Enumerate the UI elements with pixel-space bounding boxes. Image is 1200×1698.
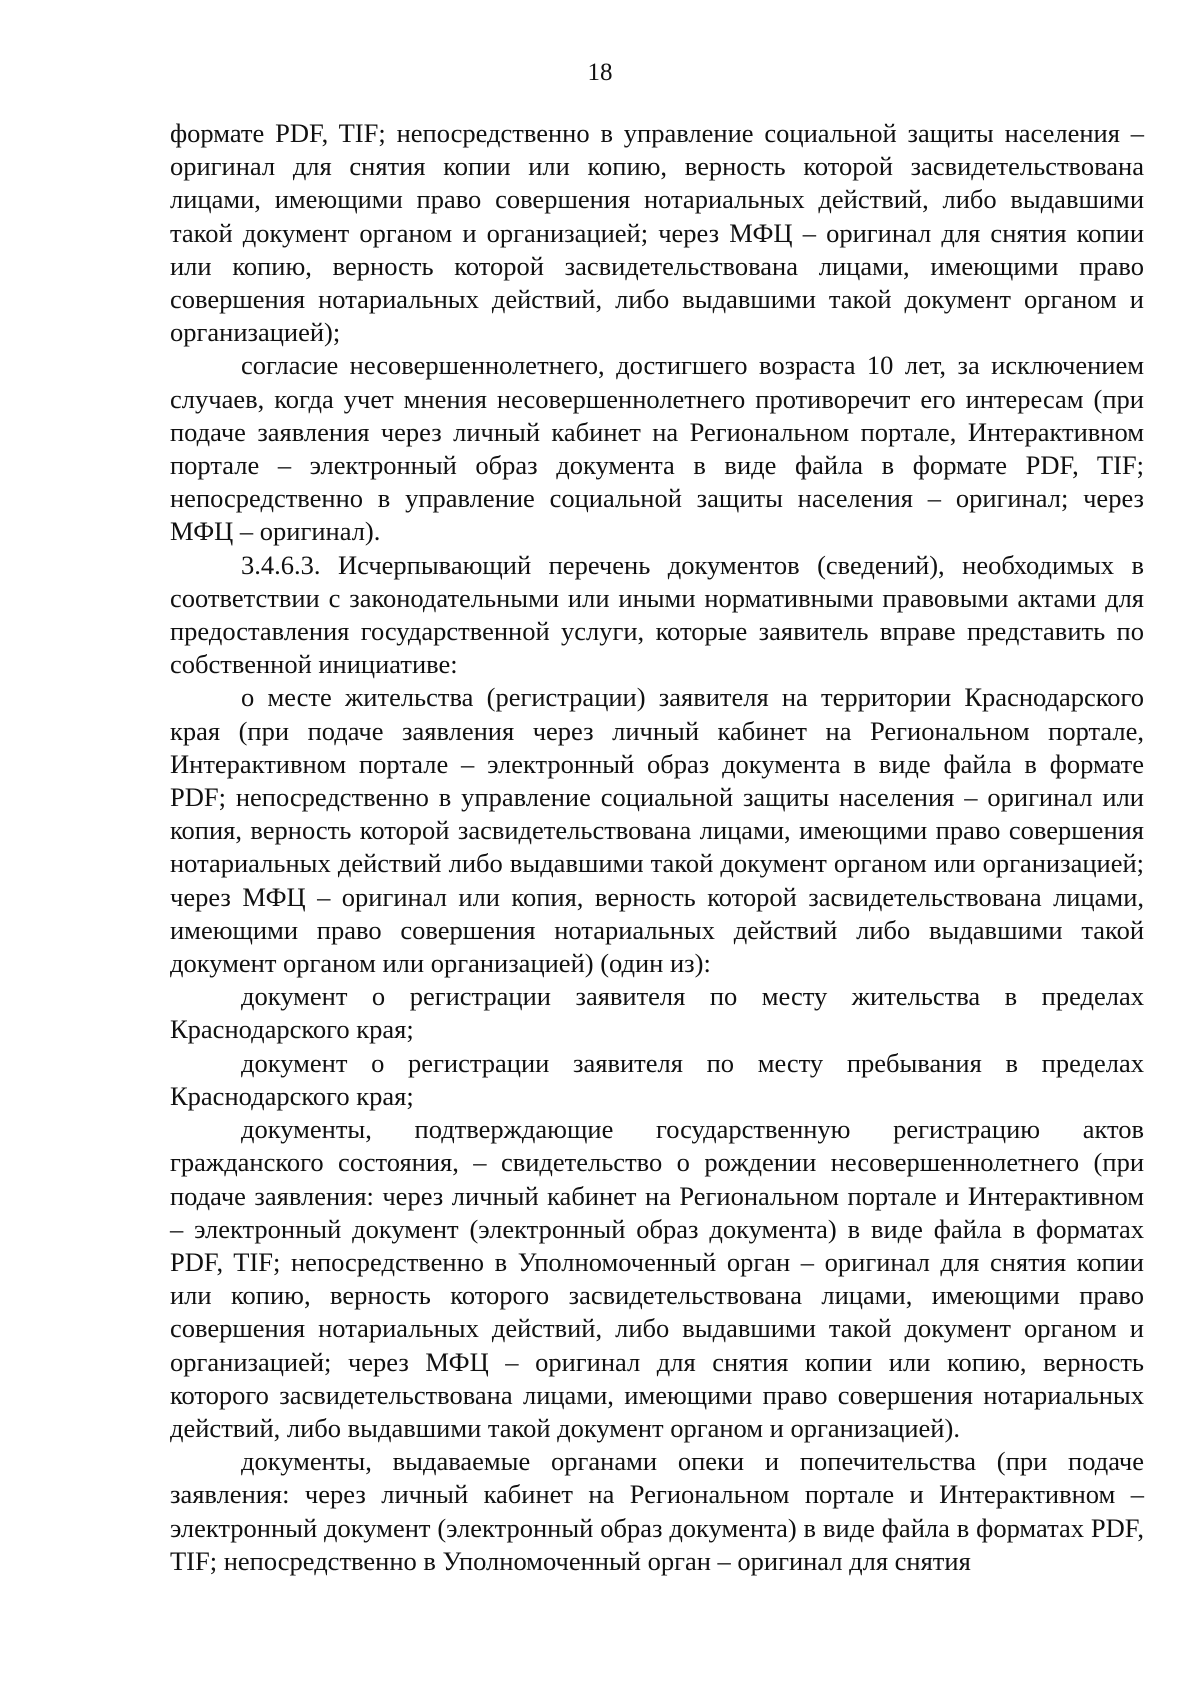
paragraph: документы, подтверждающие государственную регистрацию актов гражданского состояния, – свидетельство о рождении несовершеннолетнего (при подаче заявления: через личный кабинет на Региональном портале и Интерактивном – электронный документ (электронный образ документа) в виде файла в форматах PDF, TIF; непосредственно в Уполномоченный орган – оригинал для снятия копии или копию, верность которого засвидетельствована лицами, имеющими право совершения нотариальных действий, либо выдавшими такой документ органом и организацией; через МФЦ – оригинал для снятия копии или копию, верность которого засвидетельствована лицами, имеющими право совершения нотариальных действий, либо выдавшими такой документ органом и организацией). [170, 1114, 1144, 1443]
page-number: 18 [587, 59, 613, 86]
paragraph: формате PDF, TIF; непосредственно в управление социальной защиты населения – оригинал для снятия копии или копию, верность которой засвидетельствована лицами, имеющими право совершения нотариальных действий, либо выдавшими такой документ органом и организацией; через МФЦ – оригинал для снятия копии или копию, верность которой засвидетельствована лицами, имеющими право совершения нотариальных действий, либо выдавшими такой документ органом и организацией); [170, 118, 1144, 348]
document-body [170, 117, 1144, 1578]
paragraph: согласие несовершеннолетнего, достигшего возраста 10 лет, за исключением случаев, когда учет мнения несовершеннолетнего противоречит его интересам (при подаче заявления через личный кабинет на Региональном портале, Интерактивном портале – электронный образ документа в виде файла в формате PDF, TIF; непосредственно в управление социальной защиты населения – оригинал; через МФЦ – оригинал). [170, 350, 1144, 547]
paragraph: документ о регистрации заявителя по месту пребывания в пределах Краснодарского края; [170, 1047, 1144, 1111]
paragraph: документы, выдаваемые органами опеки и попечительства (при подаче заявления: через личный кабинет на Региональном портале и Интерактивном – электронный документ (электронный образ документа) в виде файла в форматах PDF, TIF; непосредственно в Уполномоченный орган – оригинал для снятия [170, 1446, 1144, 1576]
paragraph: документ о регистрации заявителя по месту жительства в пределах Краснодарского края; [170, 981, 1144, 1045]
paragraph: о месте жительства (регистрации) заявителя на территории Краснодарского края (при подаче заявления через личный кабинет на Региональном портале, Интерактивном портале – электронный образ документа в виде файла в формате PDF; непосредственно в управление социальной защиты населения – оригинал или копия, верность которой засвидетельствована лицами, имеющими право совершения нотариальных действий либо выдавшими такой документ органом или организацией; через МФЦ – оригинал или копия, верность которой засвидетельствована лицами, имеющими право совершения нотариальных действий либо выдавшими такой документ органом или организацией) (один из): [170, 682, 1144, 979]
paragraph: 3.4.6.3. Исчерпывающий перечень документов (сведений), необходимых в соответствии с законодательными или иными нормативными правовыми актами для предоставления государственной услуги, которые заявитель вправе представить по собственной инициативе: [170, 549, 1144, 680]
